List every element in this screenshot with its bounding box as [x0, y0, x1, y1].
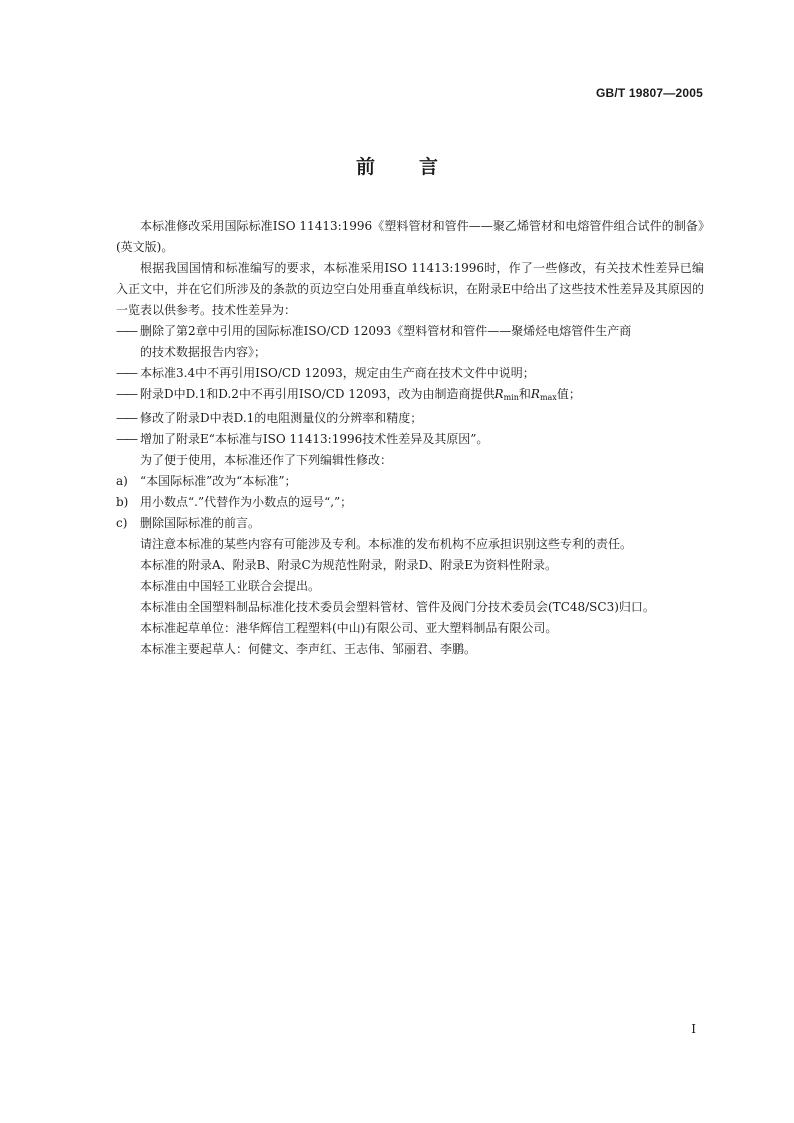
list-text: 用小数点“.”代替作为小数点的逗号“,”； — [140, 495, 353, 509]
difference-item — [116, 384, 704, 408]
paragraph-technical-differences: 根据我国国情和标准编写的要求，本标准采用ISO 11413:1996时，作了一些修改，有关技术性差异已编入正文中，并在它们所涉及的条款的页边空白处用垂直单线标识，在附录E中给出了这些技术性差异及其原因的一览表以供参考。技术性差异为： — [116, 261, 704, 317]
paragraph-adoption: 本标准修改采用国际标准ISO 11413:1996《塑料管材和管件——聚乙烯管材和电熔管件组合试件的制备》(英文版)。 — [116, 219, 704, 254]
difference-text-continued: 的技术数据报告内容》； — [140, 345, 267, 359]
list-text: 删除国际标准的前言。 — [140, 516, 261, 530]
dash-marker: —— — [116, 387, 136, 401]
difference-item — [116, 429, 704, 450]
paragraph-patent-notice: 请注意本标准的某些内容有可能涉及专利。本标准的发布机构不应承担识别这些专利的责任。 — [140, 537, 633, 551]
difference-item — [116, 321, 704, 363]
editorial-item — [116, 471, 704, 492]
dash-marker: —— — [116, 366, 136, 380]
dash-marker: —— — [116, 324, 136, 338]
subscript-max: max — [539, 393, 557, 402]
page-title: 前言 — [355, 156, 482, 178]
standard-code: GB/T 19807—2005 — [595, 86, 703, 100]
resistance-symbol: R — [530, 387, 540, 401]
paragraph-drafters: 本标准主要起草人：何健文、李声红、王志伟、邹丽君、李鹏。 — [140, 642, 477, 656]
subscript-min: min — [503, 393, 519, 402]
paragraph-committee: 本标准由全国塑料制品标准化技术委员会塑料管材、管件及阀门分技术委员会(TC48/SC3)归口。 — [140, 600, 655, 614]
paragraph-proposer: 本标准由中国轻工业联合会提出。 — [140, 579, 321, 593]
list-marker: c) — [116, 516, 128, 530]
dash-marker: —— — [116, 432, 136, 446]
paragraph-drafting-units: 本标准起草单位：港华辉信工程塑料(中山)有限公司、亚大塑料制品有限公司。 — [140, 621, 558, 635]
difference-text: 删除了第2章中引用的国际标准ISO/CD 12093《塑料管材和管件——聚烯烃电熔管件生产商 — [140, 324, 632, 338]
conjunction-text: 和 — [518, 387, 531, 401]
editorial-item — [116, 492, 704, 513]
difference-item — [116, 363, 704, 384]
resistance-symbol: R — [494, 387, 504, 401]
list-marker: b) — [116, 495, 129, 509]
difference-text: 本标准3.4中不再引用ISO/CD 12093，规定由生产商在技术文件中说明； — [140, 366, 535, 380]
paragraph-editorial: 为了便于使用，本标准还作了下列编辑性修改： — [140, 453, 393, 467]
foreword-body — [116, 216, 704, 660]
page-number: I — [691, 1022, 696, 1036]
list-marker: a) — [116, 474, 128, 488]
difference-item — [116, 408, 704, 429]
difference-text-end: 值； — [556, 387, 581, 401]
difference-text: 修改了附录D中表D.1的电阻测量仪的分辨率和精度； — [140, 411, 423, 425]
dash-marker: —— — [116, 411, 136, 425]
difference-text: 增加了附录E“本标准与ISO 11413:1996技术性差异及其原因”。 — [140, 432, 489, 446]
editorial-item — [116, 513, 704, 534]
difference-text: 附录D中D.1和D.2中不再引用ISO/CD 12093，改为由制造商提供 — [140, 387, 495, 401]
paragraph-annexes: 本标准的附录A、附录B、附录C为规范性附录，附录D、附录E为资料性附录。 — [140, 558, 558, 572]
list-text: “本国际标准”改为“本标准”； — [140, 474, 297, 488]
